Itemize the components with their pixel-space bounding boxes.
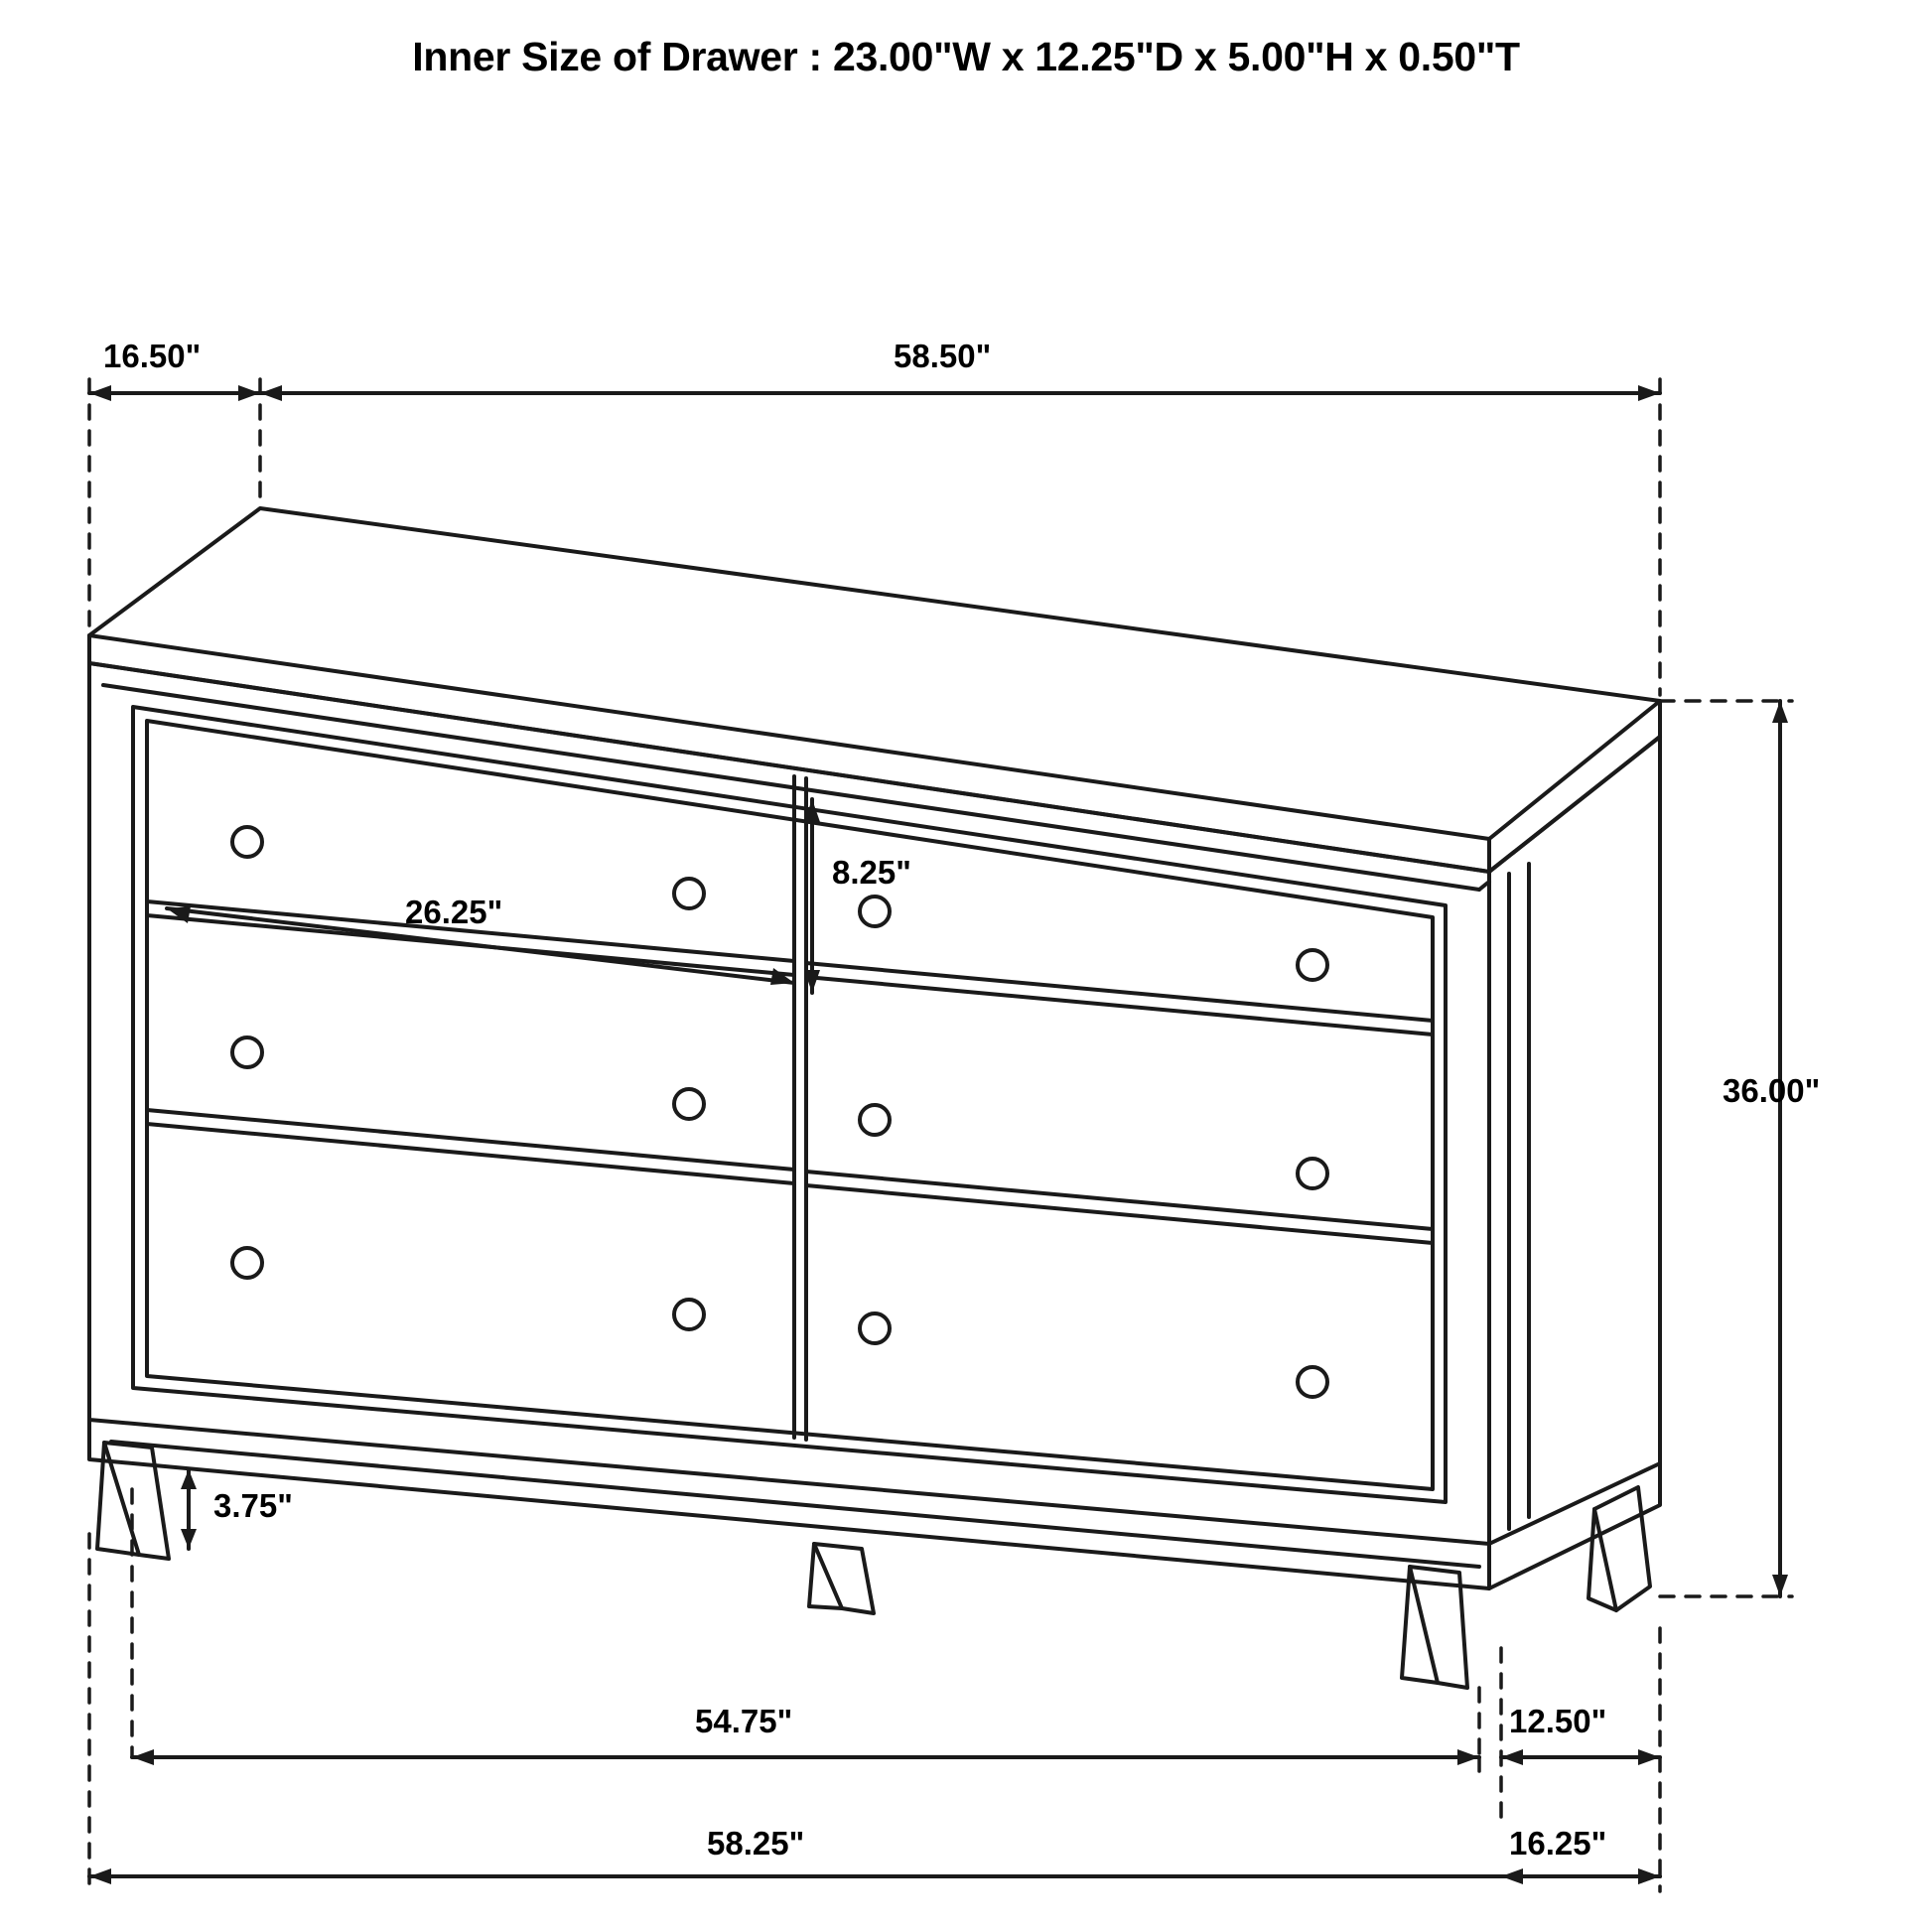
extension-lines — [89, 379, 1792, 1891]
dresser-carcass — [89, 508, 1660, 1588]
dimension-base-inner-depth: 12.50" — [1509, 1703, 1607, 1739]
page-title: Inner Size of Drawer : 23.00"W x 12.25"D x 5.00"H x 0.50"T — [412, 34, 1520, 79]
dimension-leg-height: 3.75" — [213, 1487, 293, 1524]
drawer-knobs — [232, 827, 1327, 1397]
dimension-base-outer-depth: 16.25" — [1509, 1825, 1607, 1862]
dimension-drawer-height: 8.25" — [832, 854, 911, 891]
dimension-base-inner-width: 54.75" — [695, 1703, 793, 1739]
dimension-height-right: 36.00" — [1723, 1072, 1821, 1109]
dimension-drawer-width: 26.25" — [405, 894, 503, 930]
dimension-lines — [89, 385, 1788, 1884]
dimension-width-top: 58.50" — [894, 338, 992, 374]
dimension-base-outer-width: 58.25" — [707, 1825, 805, 1862]
dimension-depth-top-left: 16.50" — [103, 338, 202, 374]
legs — [97, 1443, 1650, 1688]
